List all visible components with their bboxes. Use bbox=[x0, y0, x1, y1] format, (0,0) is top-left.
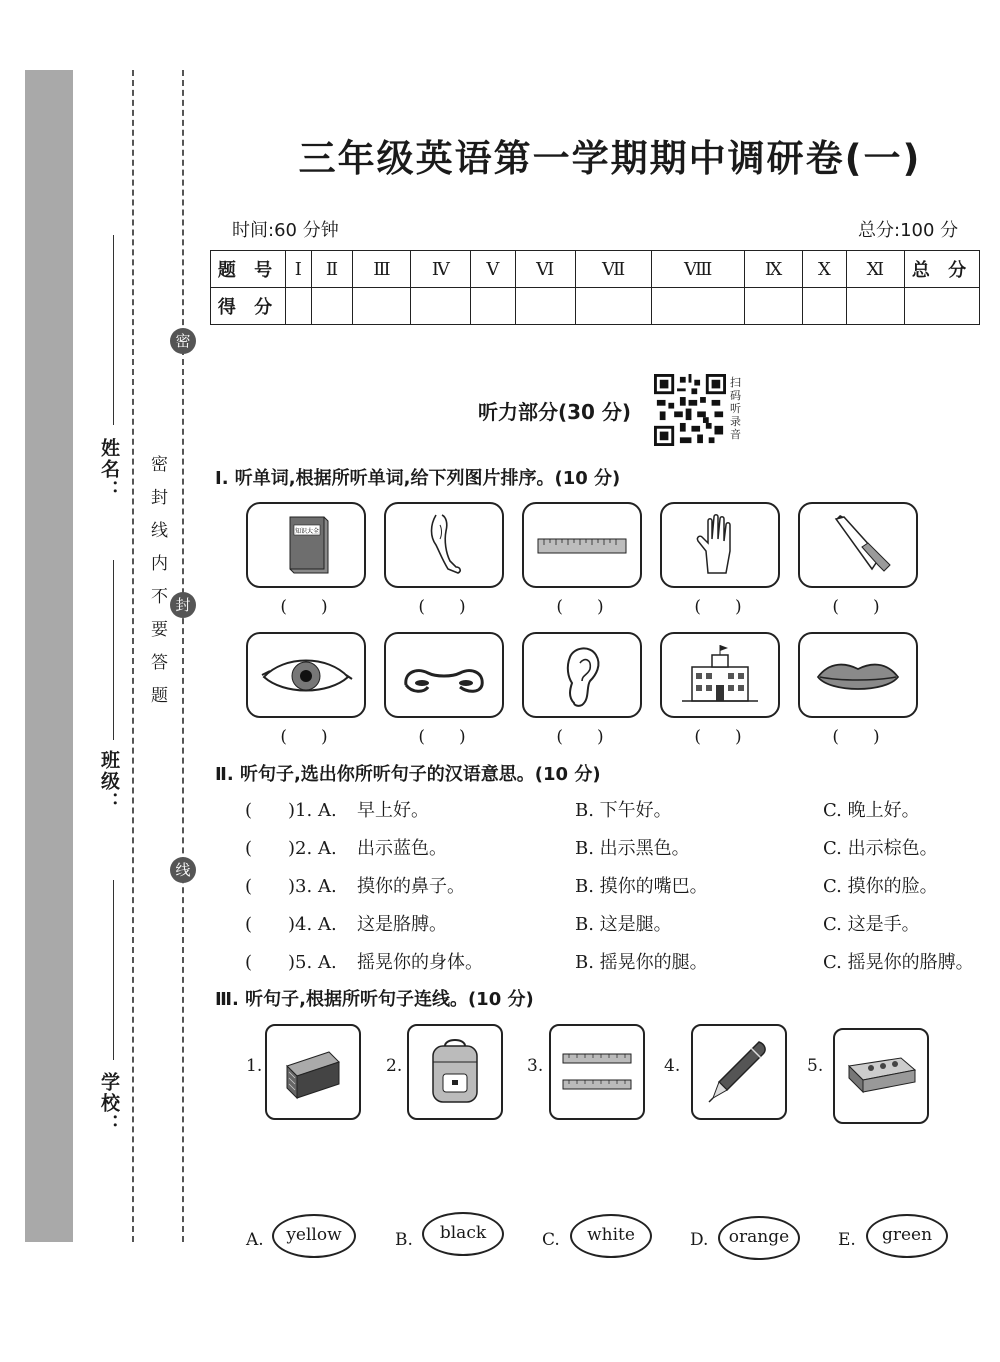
col-2: Ⅱ bbox=[311, 251, 353, 288]
option-letter-b: B. bbox=[395, 1230, 413, 1250]
binding-dash-line-inner bbox=[132, 70, 134, 1242]
qr-note: 扫码听录音 bbox=[730, 376, 741, 441]
time-limit: 时间:60 分钟 bbox=[232, 220, 339, 241]
page-title: 三年级英语第一学期期中调研卷(一) bbox=[298, 137, 922, 180]
option-letter-c: C. bbox=[542, 1230, 560, 1250]
option-c: C. 摇晃你的胳膊。 bbox=[823, 952, 974, 973]
option-letter-d: D. bbox=[690, 1230, 709, 1250]
score-cell[interactable] bbox=[311, 288, 353, 325]
option-letter-a: A. bbox=[246, 1230, 264, 1250]
ruler-icon bbox=[534, 511, 630, 579]
option-b: B. 下午好。 bbox=[575, 800, 672, 821]
option-b: B. 摇晃你的腿。 bbox=[575, 952, 708, 973]
picture-card-1 bbox=[246, 502, 366, 588]
option-word-orange[interactable]: orange bbox=[718, 1216, 800, 1260]
picture-card-5 bbox=[798, 502, 918, 588]
score-cell[interactable] bbox=[515, 288, 575, 325]
option-a: 出示蓝色。 bbox=[357, 838, 447, 859]
picture-card-8 bbox=[522, 632, 642, 718]
option-c: C. 这是手。 bbox=[823, 914, 920, 935]
score-table bbox=[210, 250, 980, 325]
item-number-2: 2. bbox=[386, 1056, 403, 1076]
option-word-yellow[interactable]: yellow bbox=[272, 1214, 356, 1258]
answer-blank-7[interactable]: ( ) bbox=[418, 727, 466, 747]
question-number[interactable]: ( )2. A. bbox=[245, 838, 337, 859]
score-cell[interactable] bbox=[286, 288, 312, 325]
name-blank bbox=[113, 235, 114, 425]
col-5: Ⅴ bbox=[471, 251, 515, 288]
seal-feng: 封 bbox=[170, 592, 196, 618]
answer-blank-5[interactable]: ( ) bbox=[832, 597, 880, 617]
rulers-icon bbox=[557, 1032, 637, 1112]
option-b: B. 出示黑色。 bbox=[575, 838, 690, 859]
row-label-score: 得 分 bbox=[211, 288, 286, 325]
item-number-1: 1. bbox=[246, 1056, 263, 1076]
match-item-4[interactable] bbox=[691, 1024, 787, 1120]
answer-blank-8[interactable]: ( ) bbox=[556, 727, 604, 747]
item-number-3: 3. bbox=[527, 1056, 544, 1076]
section-1-title: Ⅰ. 听单词,根据所听单词,给下列图片排序。(10 分) bbox=[215, 468, 621, 489]
school-label: 学校： bbox=[98, 1072, 120, 1135]
picture-card-3 bbox=[522, 502, 642, 588]
school-blank bbox=[113, 880, 114, 1060]
score-cell[interactable] bbox=[471, 288, 515, 325]
score-cell[interactable] bbox=[905, 288, 980, 325]
col-8: Ⅷ bbox=[652, 251, 745, 288]
crayon-icon bbox=[810, 511, 906, 579]
score-cell[interactable] bbox=[353, 288, 411, 325]
row-label-number: 题 号 bbox=[211, 251, 286, 288]
binding-dash-line-outer bbox=[182, 70, 184, 1242]
hand-icon bbox=[672, 511, 768, 579]
seal-warning: 密封线内不要答题 bbox=[147, 455, 167, 719]
question-row-3 bbox=[245, 872, 985, 902]
section-3-title: Ⅲ. 听句子,根据所听句子连线。(10 分) bbox=[215, 989, 534, 1010]
score-cell[interactable] bbox=[652, 288, 745, 325]
option-word-white[interactable]: white bbox=[570, 1214, 652, 1258]
question-row-2 bbox=[245, 834, 985, 864]
arm-icon bbox=[396, 511, 492, 579]
option-b: B. 这是腿。 bbox=[575, 914, 672, 935]
class-label: 班级： bbox=[98, 750, 120, 813]
option-word-green[interactable]: green bbox=[866, 1214, 948, 1258]
option-a: 早上好。 bbox=[357, 800, 429, 821]
bag-icon bbox=[415, 1032, 495, 1112]
match-item-1[interactable] bbox=[265, 1024, 361, 1120]
question-number[interactable]: ( )5. A. bbox=[245, 952, 337, 973]
nose-icon bbox=[396, 641, 492, 709]
eye-icon bbox=[258, 641, 354, 709]
score-cell[interactable] bbox=[575, 288, 652, 325]
col-3: Ⅲ bbox=[353, 251, 411, 288]
picture-card-6 bbox=[246, 632, 366, 718]
score-cell[interactable] bbox=[411, 288, 471, 325]
answer-blank-10[interactable]: ( ) bbox=[832, 727, 880, 747]
answer-blank-9[interactable]: ( ) bbox=[694, 727, 742, 747]
school-icon bbox=[672, 641, 768, 709]
score-cell[interactable] bbox=[803, 288, 847, 325]
answer-blank-1[interactable]: ( ) bbox=[280, 597, 328, 617]
col-7: Ⅶ bbox=[575, 251, 652, 288]
question-row-5 bbox=[245, 948, 985, 978]
answer-blank-6[interactable]: ( ) bbox=[280, 727, 328, 747]
score-cell[interactable] bbox=[846, 288, 904, 325]
score-table-header-row bbox=[211, 251, 980, 288]
option-a: 这是胳膊。 bbox=[357, 914, 447, 935]
question-number[interactable]: ( )4. A. bbox=[245, 914, 337, 935]
seal-mi: 密 bbox=[170, 328, 196, 354]
class-blank bbox=[113, 560, 114, 740]
option-a: 摸你的鼻子。 bbox=[357, 876, 465, 897]
score-cell[interactable] bbox=[745, 288, 803, 325]
item-number-5: 5. bbox=[807, 1056, 824, 1076]
picture-card-9 bbox=[660, 632, 780, 718]
col-4: Ⅳ bbox=[411, 251, 471, 288]
picture-card-7 bbox=[384, 632, 504, 718]
option-b: B. 摸你的嘴巴。 bbox=[575, 876, 708, 897]
col-9: Ⅸ bbox=[745, 251, 803, 288]
pencil-box-icon bbox=[841, 1036, 921, 1116]
option-letter-e: E. bbox=[838, 1230, 856, 1250]
question-row-1 bbox=[245, 796, 985, 826]
option-word-black[interactable]: black bbox=[422, 1212, 504, 1256]
ear-icon bbox=[534, 641, 630, 709]
binding-strip bbox=[25, 70, 73, 1242]
eraser-icon bbox=[273, 1032, 353, 1112]
option-a: 摇晃你的身体。 bbox=[357, 952, 483, 973]
option-c: C. 出示棕色。 bbox=[823, 838, 938, 859]
seal-xian: 线 bbox=[170, 857, 196, 883]
col-1: Ⅰ bbox=[286, 251, 312, 288]
col-10: Ⅹ bbox=[803, 251, 847, 288]
col-total: 总 分 bbox=[905, 251, 980, 288]
score-table-score-row bbox=[211, 288, 980, 325]
match-item-3[interactable] bbox=[549, 1024, 645, 1120]
match-item-5[interactable] bbox=[833, 1028, 929, 1124]
question-row-4 bbox=[245, 910, 985, 940]
question-number[interactable]: ( )3. A. bbox=[245, 876, 337, 897]
col-11: Ⅺ bbox=[846, 251, 904, 288]
answer-blank-2[interactable]: ( ) bbox=[418, 597, 466, 617]
answer-blank-3[interactable]: ( ) bbox=[556, 597, 604, 617]
qr-code-icon[interactable] bbox=[654, 374, 726, 446]
mouth-icon bbox=[810, 641, 906, 709]
match-item-2[interactable] bbox=[407, 1024, 503, 1120]
pen-icon bbox=[699, 1032, 779, 1112]
item-number-4: 4. bbox=[664, 1056, 681, 1076]
total-score: 总分:100 分 bbox=[858, 220, 959, 241]
picture-card-2 bbox=[384, 502, 504, 588]
book-icon bbox=[258, 511, 354, 579]
option-c: C. 摸你的脸。 bbox=[823, 876, 938, 897]
option-c: C. 晚上好。 bbox=[823, 800, 920, 821]
picture-card-4 bbox=[660, 502, 780, 588]
col-6: Ⅵ bbox=[515, 251, 575, 288]
picture-card-10 bbox=[798, 632, 918, 718]
name-label: 姓名： bbox=[98, 438, 120, 501]
listening-heading: 听力部分(30 分) bbox=[478, 400, 632, 424]
question-number[interactable]: ( )1. A. bbox=[245, 800, 337, 821]
book-cover-text: 知识大全 bbox=[294, 528, 320, 535]
section-2-title: Ⅱ. 听句子,选出你所听句子的汉语意思。(10 分) bbox=[215, 764, 601, 785]
answer-blank-4[interactable]: ( ) bbox=[694, 597, 742, 617]
